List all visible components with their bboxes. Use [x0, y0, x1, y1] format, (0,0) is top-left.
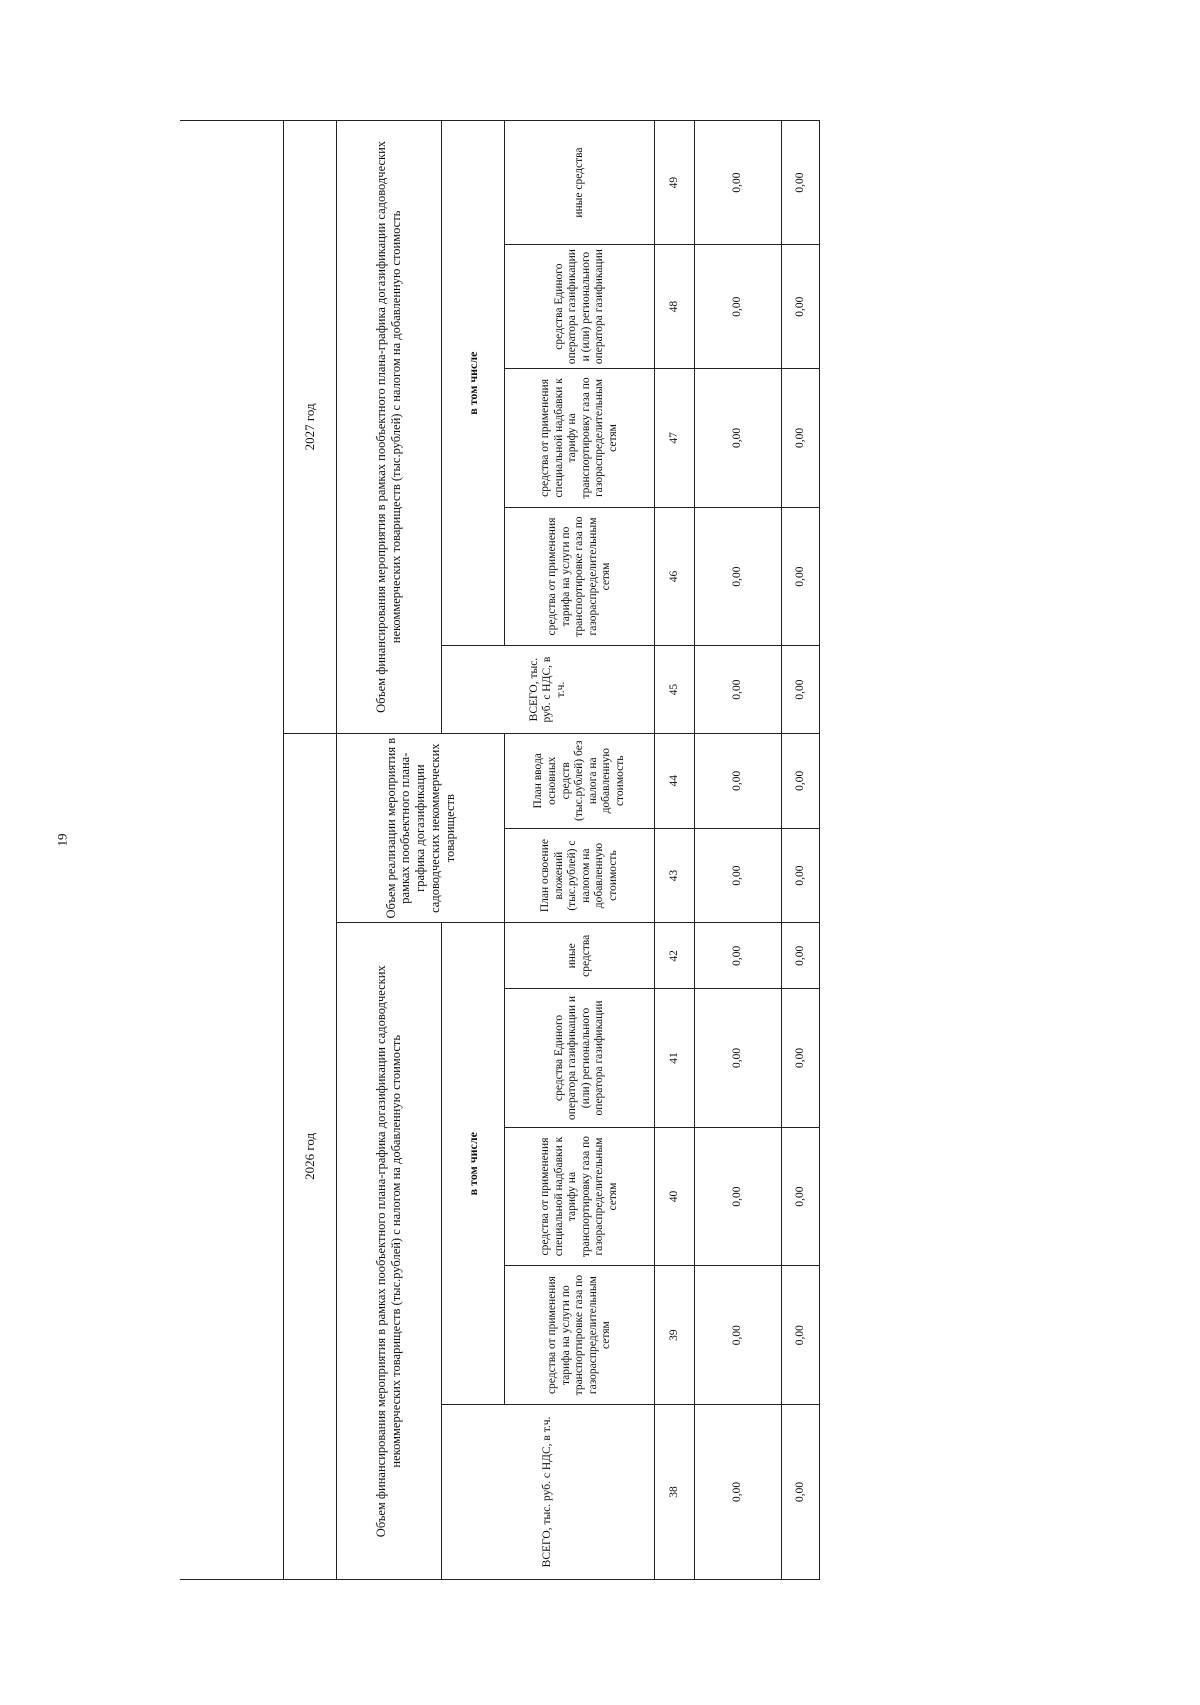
col43-header: План освоение вложений (тыс.рублей) с налогом на добавленную стоимость: [505, 828, 655, 923]
total-cell: 0,00: [781, 989, 819, 1128]
total-cell: 0,00: [781, 1127, 819, 1266]
total-2027-header: ВСЕГО, тыс. руб. с НДС, в т.ч.: [442, 646, 655, 734]
col-number: 43: [655, 828, 695, 923]
value-cell: 0,00: [695, 646, 782, 734]
col-number: 41: [655, 989, 695, 1128]
rotated-table-wrapper: [180, 120, 820, 1580]
col-number: 49: [655, 121, 695, 245]
financing-2027-header: Объем финансирования мероприятия в рамках пообъектного плана-графика догазификации садоводческих некоммерческих товариществ (тыс.рублей) с налогом на добавленную стоимость: [336, 121, 442, 734]
value-cell: 0,00: [695, 369, 782, 508]
col-number: 47: [655, 369, 695, 508]
group-header-row: [336, 121, 442, 1580]
value-cell: 0,00: [695, 507, 782, 646]
col-number: 42: [655, 923, 695, 989]
in-total-2027-header: в том числе: [442, 121, 505, 646]
total-cell: 0,00: [781, 121, 819, 245]
value-cell: 0,00: [695, 1127, 782, 1266]
value-cell: 0,00: [695, 828, 782, 923]
value-cell: 0,00: [695, 923, 782, 989]
col40-header: средства от применения специальной надбавки к тарифу на транспортировку газа по газораспределительным сетям: [505, 1127, 655, 1266]
col44-header: План ввода основных средств (тыс.рублей) без налога на добавленную стоимость: [505, 733, 655, 828]
col-number: 38: [655, 1404, 695, 1579]
col-number: 45: [655, 646, 695, 734]
column-number-row: [655, 121, 695, 1580]
value-cell: 0,00: [695, 989, 782, 1128]
total-2026-header: ВСЕГО, тыс. руб. с НДС, в т.ч.: [442, 1404, 655, 1579]
col49-header: иные средства: [505, 121, 655, 245]
implementation-2026-header: Объем реализации мероприятия в рамках пообъектного плана-графика догазификации садоводческих некоммерческих товариществ: [336, 733, 505, 923]
blank-row-1: [180, 121, 233, 1580]
value-cell: 0,00: [695, 733, 782, 828]
total-cell: 0,00: [781, 1404, 819, 1579]
col-number: 40: [655, 1127, 695, 1266]
col46-header: средства от применения тарифа на услуги по транспортировке газа по газораспределительным сетям: [505, 507, 655, 646]
value-cell: 0,00: [695, 1404, 782, 1579]
total-cell: 0,00: [781, 828, 819, 923]
col-number: 39: [655, 1266, 695, 1405]
financing-table: [180, 120, 820, 1580]
total-cell: 0,00: [781, 507, 819, 646]
value-row: [695, 121, 782, 1580]
page-number: 19: [54, 833, 70, 847]
col-number: 44: [655, 733, 695, 828]
year-2026: 2026 год: [283, 733, 336, 1579]
blank-row-2: [233, 121, 284, 1580]
value-cell: 0,00: [695, 245, 782, 369]
column-header-row: [505, 121, 655, 1580]
in-total-2026-header: в том числе: [442, 923, 505, 1404]
col42-header: иные средства: [505, 923, 655, 989]
total-row: [781, 121, 819, 1580]
value-cell: 0,00: [695, 121, 782, 245]
col48-header: средства Единого оператора газификации и (или) регионального оператора газификации: [505, 245, 655, 369]
total-cell: 0,00: [781, 1266, 819, 1405]
total-cell: 0,00: [781, 733, 819, 828]
financing-2026-header: Объем финансирования мероприятия в рамках пообъектного плана-графика догазификации садоводческих некоммерческих товариществ (тыс.рублей) с налогом на добавленную стоимость: [336, 923, 442, 1580]
col-number: 46: [655, 507, 695, 646]
total-cell: 0,00: [781, 923, 819, 989]
col41-header: средства Единого оператора газификации и (или) регионального оператора газификации: [505, 989, 655, 1128]
col-number: 48: [655, 245, 695, 369]
year-2027: 2027 год: [283, 121, 336, 734]
year-row: [283, 121, 336, 1580]
value-cell: 0,00: [695, 1266, 782, 1405]
total-cell: 0,00: [781, 369, 819, 508]
total-cell: 0,00: [781, 245, 819, 369]
col39-header: средства от применения тарифа на услуги по транспортировке газа по газораспределительным сетям: [505, 1266, 655, 1405]
total-cell: 0,00: [781, 646, 819, 734]
col47-header: средства от применения специальной надбавки к тарифу на транспортировку газа по газораспределительным сетям: [505, 369, 655, 508]
